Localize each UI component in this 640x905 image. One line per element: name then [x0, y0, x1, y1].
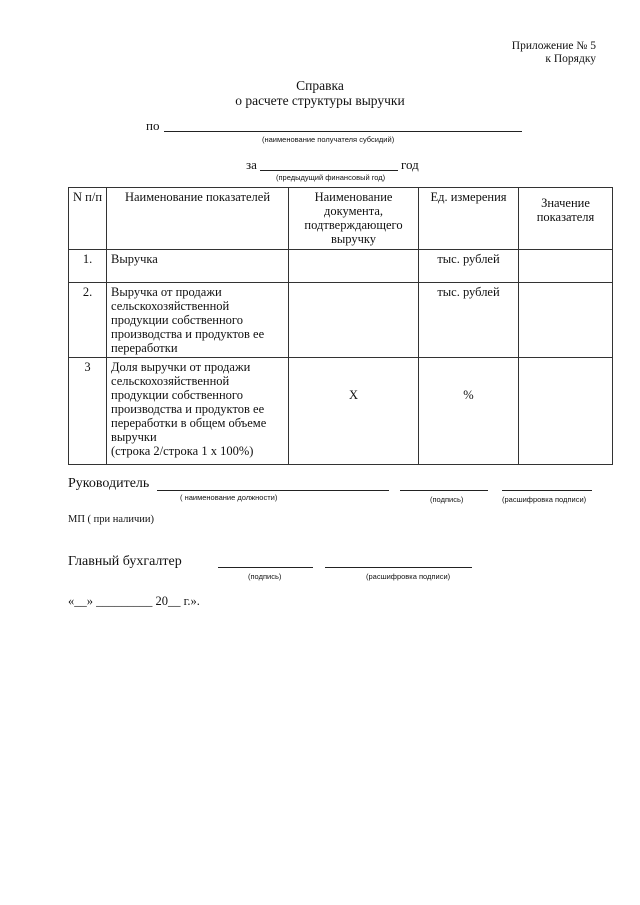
recipient-label: по: [146, 118, 160, 133]
head-decoding-hint: (расшифровка подписи): [502, 495, 587, 504]
recipient-hint: (наименование получателя субсидий): [262, 135, 395, 144]
period-suffix: год: [401, 157, 419, 172]
appendix-line-1: Приложение № 5: [511, 40, 596, 52]
row-3-document: X: [289, 358, 419, 465]
head-signature-line[interactable]: [400, 490, 488, 491]
head-signature-hint: (подпись): [430, 495, 464, 504]
row-3-indicator: [107, 358, 289, 465]
stamp-note: МП ( при наличии): [68, 514, 155, 525]
accountant-signature-hint: (подпись): [248, 572, 282, 581]
row-3-value[interactable]: [519, 358, 613, 465]
row-2-unit: тыс. рублей: [419, 283, 519, 358]
header-indicator: Наименование показателей: [107, 188, 289, 250]
table-row: [69, 250, 613, 283]
accountant-label: Главный бухгалтер: [68, 554, 182, 569]
table-row: [69, 283, 613, 358]
appendix-note: [512, 40, 596, 66]
row-2-indicator: Выручка от продажи сельскохозяйственной продукции собственного производства и продуктов ее переработки: [107, 283, 289, 358]
row-3-indicator-text: Доля выручки от продажи сельскохозяйственной продукции собственного производства и продуктов ее переработки в общем объеме выручки: [111, 360, 267, 444]
row-1-num: 1.: [69, 250, 107, 283]
row-1-document[interactable]: [289, 250, 419, 283]
title-line-1: Справка: [296, 78, 344, 93]
header-value: Значение показателя: [519, 188, 613, 250]
period-prefix: за: [246, 157, 257, 172]
head-decoding-line[interactable]: [502, 490, 592, 491]
row-1-unit: тыс. рублей: [419, 250, 519, 283]
row-2-document[interactable]: [289, 283, 419, 358]
period-hint: (предыдущий финансовый год): [276, 173, 386, 182]
revenue-structure-table: [68, 187, 613, 465]
row-3-unit: %: [419, 358, 519, 465]
head-label: Руководитель: [68, 476, 150, 491]
appendix-line-2: к Порядку: [545, 53, 596, 65]
header-document: Наименование документа, подтверждающего выручку: [289, 188, 419, 250]
accountant-signature-line[interactable]: [218, 567, 313, 568]
row-3-num: 3: [69, 358, 107, 465]
row-1-value[interactable]: [519, 250, 613, 283]
row-1-indicator: Выручка: [107, 250, 289, 283]
period-field-line[interactable]: [260, 170, 398, 171]
header-unit: Ед. измерения: [419, 188, 519, 250]
title-line-2: о расчете структуры выручки: [235, 93, 405, 108]
accountant-decoding-line[interactable]: [325, 567, 472, 568]
table-header-row: [69, 188, 613, 250]
row-2-num: 2.: [69, 283, 107, 358]
row-3-formula: (строка 2/строка 1 х 100%): [111, 444, 254, 458]
row-2-value[interactable]: [519, 283, 613, 358]
head-position-hint: ( наименование должности): [180, 493, 278, 502]
head-position-line[interactable]: [157, 490, 389, 491]
date-line[interactable]: «__» _________ 20__ г.».: [68, 594, 200, 608]
document-title: [0, 78, 640, 108]
recipient-field-line[interactable]: [164, 131, 522, 132]
header-num: N п/п: [69, 188, 107, 250]
table-row: [69, 358, 613, 465]
accountant-decoding-hint: (расшифровка подписи): [366, 572, 451, 581]
